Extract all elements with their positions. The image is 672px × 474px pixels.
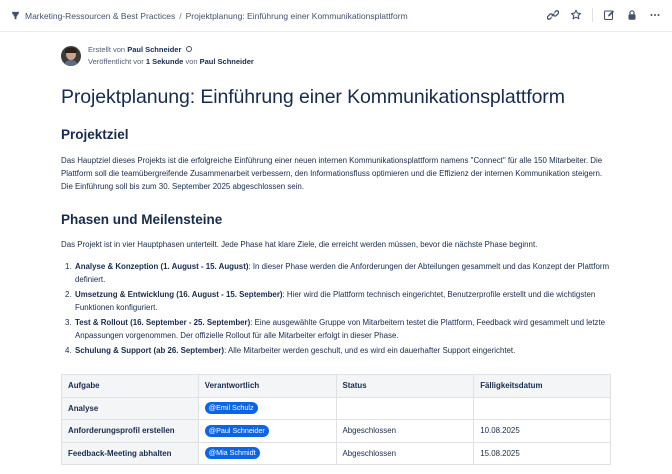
task-cell: Analyse (62, 397, 199, 420)
status-cell: Abgeschlossen (336, 420, 474, 443)
breadcrumb (10, 10, 408, 21)
lock-icon[interactable] (625, 8, 639, 22)
created-by-link[interactable]: Paul Schneider (127, 45, 182, 54)
table-row (62, 442, 611, 465)
toolbar-divider (592, 8, 593, 22)
due-cell: 15.08.2025 (474, 442, 611, 465)
section-heading-goal: Projektziel (61, 127, 129, 142)
published-time: 1 Sekunde (145, 57, 184, 66)
task-cell: Feedback-Meeting abhalten (62, 442, 199, 465)
more-options-icon[interactable] (648, 8, 662, 22)
user-mention[interactable]: @Paul Schneider (205, 425, 269, 437)
column-header-status: Status (336, 375, 474, 398)
list-item: 3. Test & Rollout (16. September - 25. September): Eine ausgewählte Gruppe von Mitarbeitern testet die Plattform, Feedback wird gesammelt und letzte Anpassungen vorgenommen. Der offizielle Rollout für alle Mitarbeiter erfolgt in dieser Phase. (65, 317, 606, 341)
list-item: 2. Umsetzung & Entwicklung (16. August - 15. September): Hier wird die Plattform technisch eingerichtet, Benutzerprofile erstellt und die wichtigsten Funktionen konfiguriert. (65, 289, 596, 313)
published-mid: von (185, 57, 198, 66)
phases-list (61, 260, 611, 358)
status-cell: Abgeschlossen (336, 442, 474, 465)
list-item: 4. Schulung & Support (ab 26. September): Alle Mitarbeiter werden geschult, und es wird ein dauerhafter Support eingerichtet. (65, 345, 516, 355)
due-cell (474, 397, 611, 420)
list-item: 1. Analyse & Konzeption (1. August - 15. August): In dieser Phase werden die Anforderungen der Abteilungen gesammelt und das Konzept der Plattform definiert. (65, 262, 610, 285)
table-row (62, 397, 611, 420)
status-cell (336, 397, 474, 420)
column-header-task: Aufgabe (62, 375, 199, 398)
created-prefix: Erstellt von (88, 45, 126, 54)
due-cell: 10.08.2025 (474, 420, 611, 443)
table-header-row (62, 375, 611, 398)
space-icon (10, 10, 21, 21)
edit-icon[interactable] (602, 8, 616, 22)
section-heading-phases: Phasen und Meilensteine (61, 212, 223, 227)
breadcrumb-separator: / (179, 10, 182, 21)
byline-text (88, 44, 254, 68)
user-mention[interactable]: @Mia Schmidt (205, 447, 260, 459)
breadcrumb-page-link[interactable]: Projektplanung: Einführung einer Kommunikationsplattform (185, 10, 408, 21)
link-icon[interactable] (546, 8, 560, 22)
tasks-table (61, 374, 611, 465)
owner-cell (198, 420, 336, 443)
phases-intro: Das Projekt ist in vier Hauptphasen unterteilt. Jede Phase hat klare Ziele, die erreicht werden müssen, bevor die nächste Phase beginnt. (61, 240, 538, 249)
column-header-due: Fälligkeitsdatum (474, 375, 611, 398)
byline (61, 44, 254, 68)
table-row (62, 420, 611, 443)
column-header-owner: Verantwortlich (198, 375, 336, 398)
user-mention[interactable]: @Emil Schulz (205, 402, 258, 414)
status-dot-icon (186, 46, 192, 52)
published-by-link[interactable]: Paul Schneider (199, 57, 254, 66)
owner-cell (198, 442, 336, 465)
published-prefix: Veröffentlicht vor (88, 57, 144, 66)
page-title: Projektplanung: Einführung einer Kommunikationsplattform (61, 86, 565, 108)
author-avatar[interactable] (61, 46, 81, 66)
star-icon[interactable] (569, 8, 583, 22)
page-actions (546, 8, 662, 22)
goal-paragraph: Das Hauptziel dieses Projekts ist die erfolgreiche Einführung einer neuen internen Kommunikationsplattform namens "Connect" für alle 150 Mitarbeiter. Die Plattform soll die teamübergreifende Zusammenarbeit verbessern, den Informationsfluss optimieren und die Effizienz der internen Kommunikation steigern. Die Einführung soll bis zum 30. September 2025 abgeschlossen sein. (61, 156, 603, 192)
task-cell: Anforderungsprofil erstellen (62, 420, 199, 443)
breadcrumb-space-link[interactable]: Marketing-Ressourcen & Best Practices (25, 10, 176, 21)
top-bar (0, 0, 672, 32)
owner-cell (198, 397, 336, 420)
